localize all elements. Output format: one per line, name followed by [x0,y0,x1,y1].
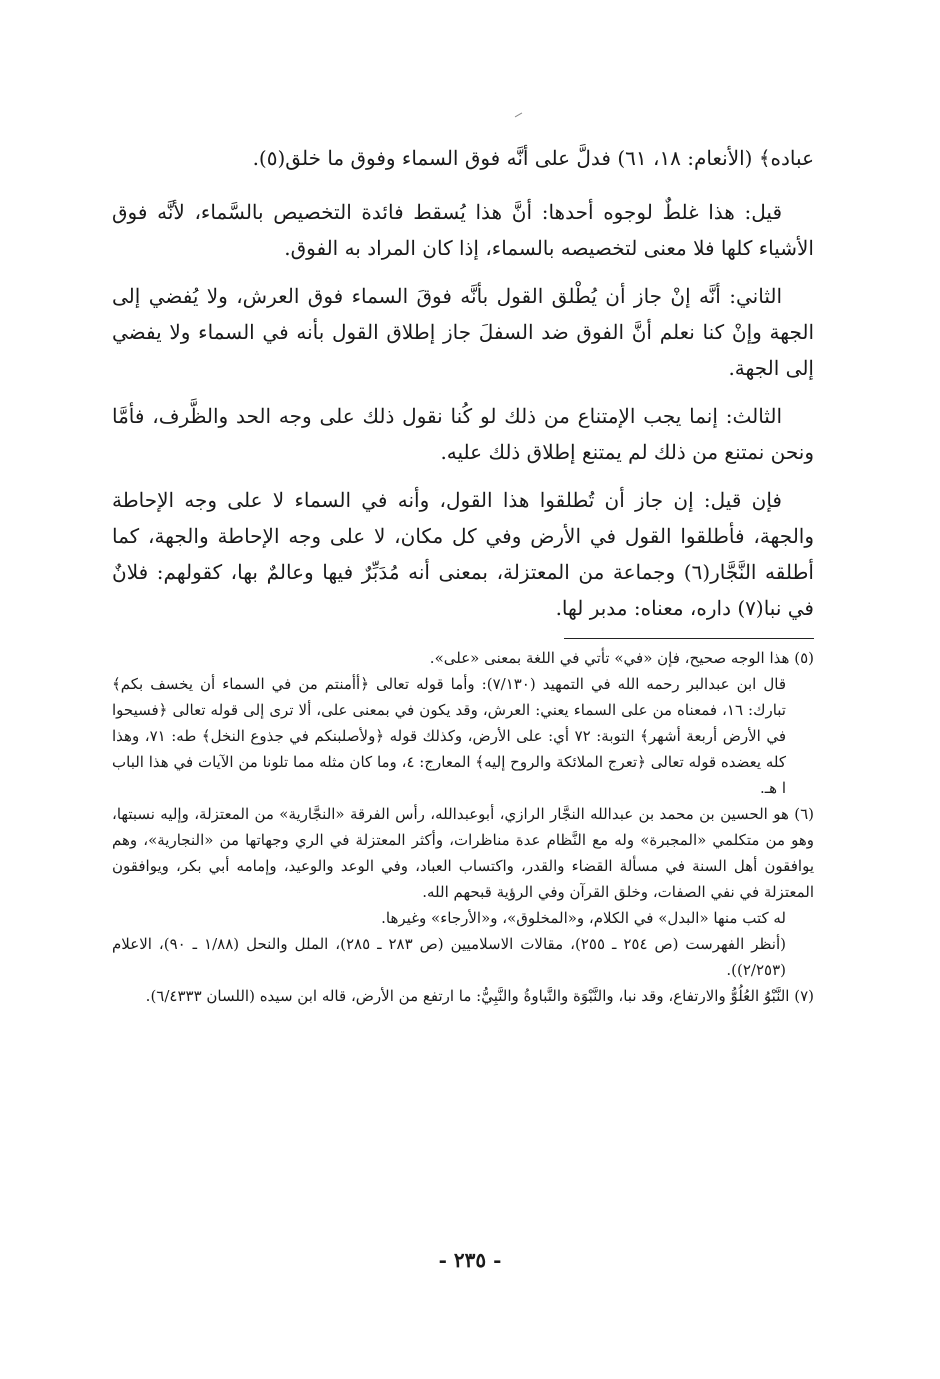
paragraph-3: الثاني: أنَّه إنْ جاز أن يُطْلق القول بأنَّه فوقَ السماء فوق العرش، ولا يُفضي إلى الجهة وإنْ كنا نعلم أنَّ الفوق ضد السفلَ جاز إطلاق القول بأنه في السماء ولا يفضي إلى الجهة. [112,284,814,380]
paragraph-5: فإن قيل: إن جاز أن تُطلقوا هذا القول، وأنه في السماء لا على وجه الإحاطة والجهة، فأطلقوا القول في الأرض وفي كل مكان، لا على وجه الإحاطة والجهة، كما أطلقه النَّجَّار(٦) وجماعة من المعتزلة، بمعنى أنه مُدَبِّرٌ فيها وعالمٌ بها، كقولهم: فلانٌ في نبا(٧) داره، معناه: مدبر لها. [112,488,814,620]
footnote-6: (٦) هو الحسين بن محمد بن عبدالله النجَّار الرازي، أبوعبدالله، رأس الفرقة «النجَّارية» من المعتزلة، وإليه نسبتها، وهو من متكلمي «المجبرة» وله مع النَّظام عدة مناظرات، وأكثر المعتزلة في الري وجهاتها من «النجارية»، وهم يوافقون أهل السنة في مسألة القضاء والقدر، واكتساب العباد، وفي الوعد والوعيد، وإمامه أبي بكر، ويوافقون المعتزلة في نفي الصفات، وخلق القرآن وفي الرؤية قبحهم الله. [112,805,814,901]
main-text [112,140,814,626]
footnote-6-refs: (أنظر الفهرست (ص ٢٥٤ ـ ٢٥٥)، مقالات الاسلاميين (ص ٢٨٣ ـ ٢٨٥)، الملل والنحل (١/٨٨ ـ ٩٠)، الاعلام (٢/٢٥٣)). [112,935,786,979]
page-number: - ٢٣٥ - [438,1248,502,1272]
paragraph-1: عباده﴾ (الأنعام: ١٨، ٦١) فدلَّ على أنَّه فوق السماء وفوق ما خلق(٥). [252,146,814,170]
paragraph-4: الثالث: إنما يجب الإمتناع من ذلك لو كُنا نقول ذلك على وجه الحد والظَّرف، فأمَّا ونحن نمتنع من ذلك لم يمتنع إطلاق ذلك عليه. [112,404,814,464]
page-body [112,140,814,1009]
stray-mark [515,112,525,122]
footnote-7: (٧) النَّبْوُ العُلُوُّ والارتفاع، وقد نبا، والنَّبْوَة والنَّباوةُ والنَّبِيُّ: ما ارتفع من الأرض، قاله ابن سيده (اللسان ٦/٤٣٣٣). [145,987,814,1005]
footnote-5-text: قال ابن عبدالبر رحمه الله في التمهيد (٧/١٣٠): وأما قوله تعالى ﴿أأمنتم من في السماء أن يخسف بكم﴾ تبارك: ١٦، فمعناه من على السماء يعني: العرش، وقد يكون في بمعنى على، ألا ترى إلى قوله تعالى ﴿فسيحوا في الأرض أربعة أشهر﴾ التوبة: ٧٢ أي: على الأرض، وكذلك قوله ﴿ولأصلبنكم في جذوع النخل﴾ طه: ٧١، وهذا كله يعضده قوله تعالى ﴿تعرج الملائكة والروح إليه﴾ المعارج: ٤، وما كان مثله مما تلونا من الآيات في هذا الباب ا هـ. [112,675,787,797]
footnote-5: (٥) هذا الوجه صحيح، فإن «في» تأتي في اللغة بمعنى «على». [429,649,814,667]
paragraph-2: قيل: هذا غلطٌ لوجوه أحدها: أنَّ هذا يُسقط فائدة التخصيص بالسَّماء، لأنَّه فوق الأشياء كلها فلا معنى لتخصيصه بالسماء، إذا كان المراد به الفوق. [112,200,814,260]
footnote-6-books: له كتب منها «البدل» في الكلام، و«المخلوق»، و«الأرجاء» وغيرها. [381,909,786,927]
footnote-separator [564,638,814,639]
footnotes [112,645,814,1009]
